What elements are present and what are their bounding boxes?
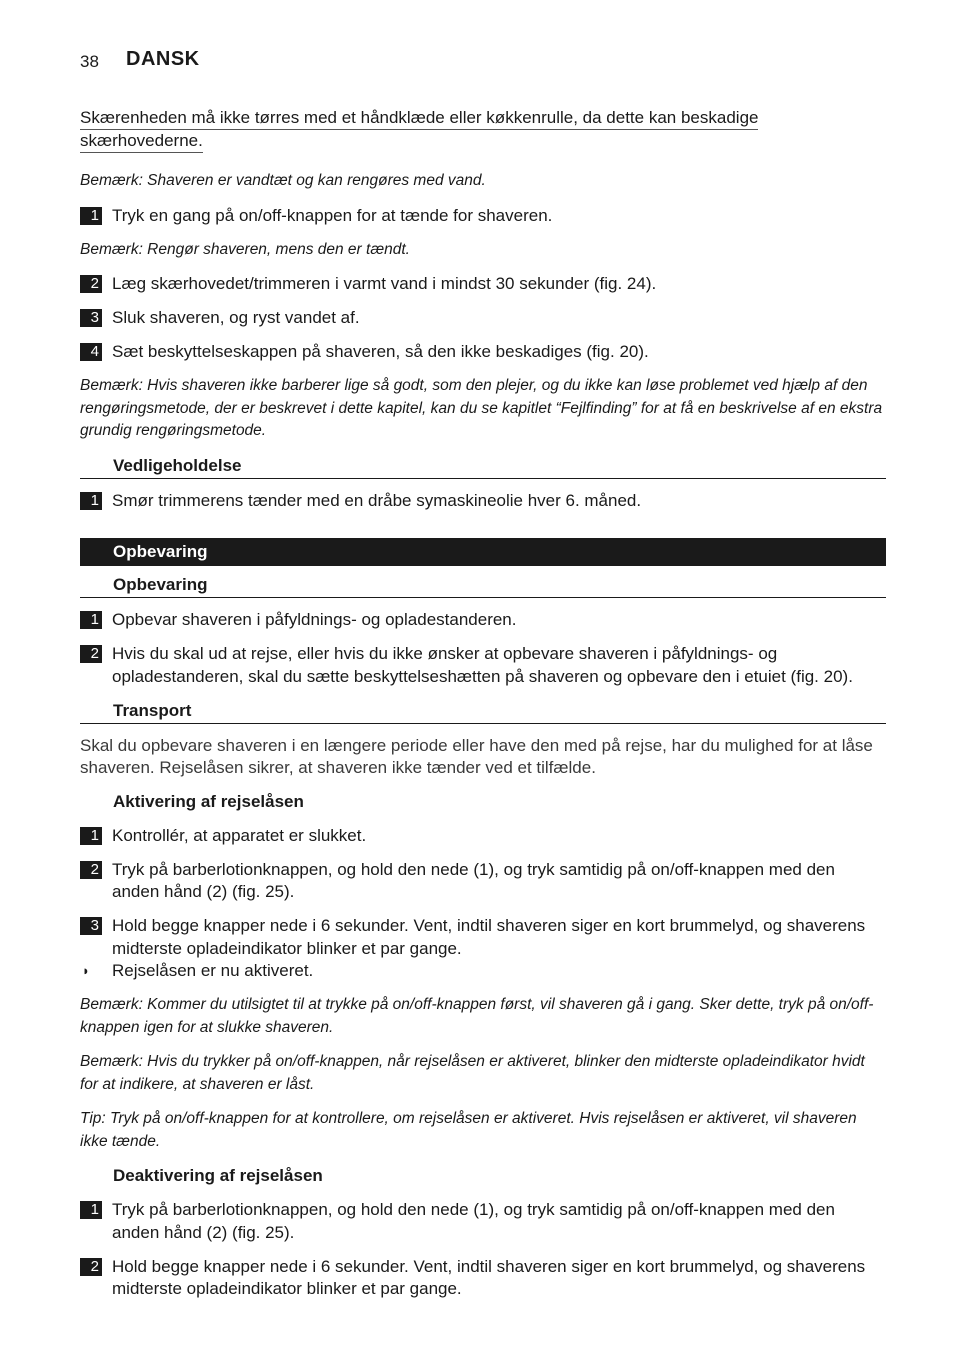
step-number: 1	[80, 207, 102, 225]
step-item	[80, 609, 886, 632]
step-number: 3	[80, 309, 102, 327]
tip-check-lock: Tip: Tryk på on/off-knappen for at kontrollere, om rejselåsen er aktiveret. Hvis rejselåsen er aktiveret, vil shaveren ikke tænde.	[80, 1110, 857, 1150]
step-item	[80, 915, 886, 960]
step-item	[80, 205, 886, 228]
step-text: Kontrollér, at apparatet er slukket.	[112, 825, 367, 845]
step-text: Opbevar shaveren i påfyldnings- og opladestanderen.	[112, 610, 517, 629]
step-item	[80, 643, 886, 688]
note-locked-indicator: Bemærk: Hvis du trykker på on/off-knappen, når rejselåsen er aktiveret, blinker den midterste opladeindikator hvidt for at indikere, at shaveren er låst.	[80, 1053, 865, 1093]
step-number: 1	[80, 827, 102, 845]
step-item	[80, 273, 886, 296]
step-number: 1	[80, 611, 102, 629]
page-number: 38	[80, 52, 99, 71]
step-number: 3	[80, 917, 102, 935]
step-text: Smør trimmerens tænder med en dråbe symaskineolie hver 6. måned.	[112, 490, 642, 510]
step-number: 2	[80, 861, 102, 879]
transport-paragraph: Skal du opbevare shaveren i en længere periode eller have den med på rejse, har du mulighed for at låse shaveren. Rejselåsen sikrer, at shaveren ikke tænder ved et tilfælde.	[80, 735, 873, 777]
intro-paragraph: Skærenheden må ikke tørres med et håndklæde eller køkkenrulle, da dette kan beskadige skærhovederne.	[80, 108, 758, 153]
section-heading-vedligeholdelse: Vedligeholdelse	[80, 455, 886, 479]
step-text: Hold begge knapper nede i 6 sekunder. Vent, indtil shaveren siger en kort brummelyd, og shaverens midterste opladeindikator blinker et par gange.	[112, 916, 866, 958]
step-text: Sæt beskyttelseskappen på shaveren, så den ikke beskadiges (fig. 20).	[112, 342, 649, 361]
step-number: 2	[80, 645, 102, 663]
note-waterproof: Bemærk: Shaveren er vandtæt og kan rengøres med vand.	[80, 172, 486, 189]
step-number: 1	[80, 1201, 102, 1219]
step-number: 4	[80, 343, 102, 361]
step-item	[80, 1199, 886, 1244]
result-bullet-icon: ◗	[82, 963, 90, 978]
step-item	[80, 859, 886, 904]
note-accidental-start: Bemærk: Kommer du utilsigtet til at trykke på on/off-knappen først, vil shaveren gå i gang. Sker dette, tryk på on/off-knappen igen for at slukke shaveren.	[80, 996, 874, 1036]
intro-paragraph-wrap	[80, 107, 886, 152]
step-item	[80, 307, 886, 330]
step-number: 2	[80, 1258, 102, 1276]
note-troubleshooting: Bemærk: Hvis shaveren ikke barberer lige så godt, som den plejer, og du ikke kan løse problemet ved hjælp af den rengøringsmetode, der er beskrevet i dette kapitel, kan du se kapitlet “Fejlfinding” for at få en beskrivelse af en ekstra grundig rengøringsmetode.	[80, 377, 883, 439]
step-item	[80, 341, 886, 364]
result-item	[80, 960, 886, 983]
step-item	[80, 1256, 886, 1301]
section-heading-opbevaring: Opbevaring	[80, 574, 886, 598]
step-text: Hold begge knapper nede i 6 sekunder. Vent, indtil shaveren siger en kort brummelyd, og shaverens midterste opladeindikator blinker et par gange.	[112, 1256, 866, 1298]
step-text: Sluk shaveren, og ryst vandet af.	[112, 308, 360, 327]
section-heading-transport: Transport	[80, 700, 886, 724]
page-language-title: DANSK	[126, 48, 200, 70]
section-heading-aktivering: Aktivering af rejselåsen	[113, 791, 304, 811]
step-number: 1	[80, 492, 102, 510]
step-text: Tryk på barberlotionknappen, og hold den nede (1), og tryk samtidig på on/off-knappen med den anden hånd (2) (fig. 25).	[112, 859, 835, 901]
section-heading-deaktivering: Deaktivering af rejselåsen	[113, 1166, 323, 1185]
step-text: Læg skærhovedet/trimmeren i varmt vand i mindst 30 sekunder (fig. 24).	[112, 274, 657, 293]
step-item	[80, 825, 886, 848]
step-item	[80, 490, 886, 513]
step-text: Hvis du skal ud at rejse, eller hvis du ikke ønsker at opbevare shaveren i påfyldnings- og opladestanderen, skal du sætte beskyttelseshætten på shaveren og opbevare den i etuiet (fig. 20).	[112, 644, 853, 686]
step-number: 2	[80, 275, 102, 293]
page-content	[80, 107, 886, 1312]
chapter-band-opbevaring: Opbevaring	[80, 538, 886, 566]
result-text: Rejselåsen er nu aktiveret.	[112, 961, 314, 980]
note-clean-on: Bemærk: Rengør shaveren, mens den er tændt.	[80, 240, 410, 258]
step-text: Tryk på barberlotionknappen, og hold den nede (1), og tryk samtidig på on/off-knappen med den anden hånd (2) (fig. 25).	[112, 1200, 835, 1242]
step-text: Tryk en gang på on/off-knappen for at tænde for shaveren.	[112, 205, 553, 225]
